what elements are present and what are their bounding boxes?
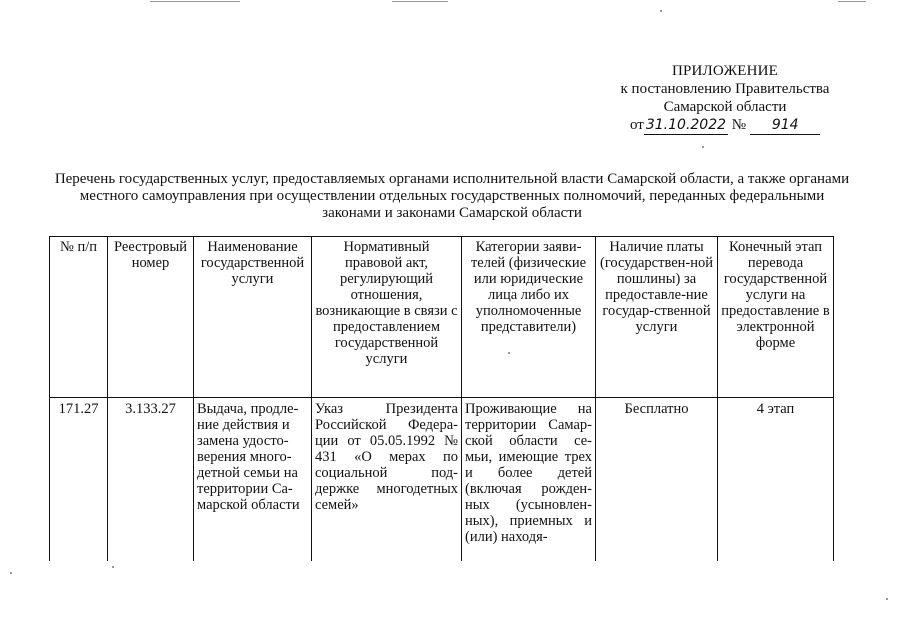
- cell-registry-number: 3.133.27: [108, 398, 194, 562]
- header-fee: Наличие платы (государствен-ной пошлины) за предоставле-ние государ-ственной услуги: [596, 237, 718, 398]
- appendix-heading: ПРИЛОЖЕНИЕ: [671, 63, 779, 79]
- appendix-block: [600, 62, 850, 135]
- header-number: № п/п: [50, 237, 108, 398]
- table-header-row: [50, 237, 834, 398]
- header-applicant-categories: Категории заяви-телей (физические или юридические лица либо их уполномоченные представители): [462, 237, 596, 398]
- appendix-line-1: к постановлению Правительства: [620, 81, 830, 97]
- cell-fee: Бесплатно: [596, 398, 718, 562]
- cell-service-name: Выдача, продле-ние действия и замена удосто-верения много-детной семьи на территории Са-марской области: [194, 398, 312, 562]
- cell-applicant-categories: Проживающие на территории Самар-ской области се-мьи, имеющие трех и более детей (включая рожден-ных (усыновлен-ных), приемных и (или) находя-: [462, 398, 596, 562]
- number-prefix: №: [731, 117, 747, 133]
- header-registry-number: Реестровый номер: [108, 237, 194, 398]
- cell-legal-act: Указ Президента Российской Федера-ции от 05.05.1992 № 431 «О мерах по социальной под-держке многодетных семей»: [312, 398, 462, 562]
- number-value: 914: [750, 116, 820, 135]
- date-value: 31.10.2022: [645, 117, 727, 133]
- document-title: Перечень государственных услуг, предоставляемых органами исполнительной власти Самарской области, а также органами местного самоуправления при осуществлении отдельных государственных полномочий, переданных федеральными законами и законами Самарской области: [54, 171, 850, 221]
- services-table: [49, 236, 834, 561]
- cell-number: 171.27: [50, 398, 108, 562]
- date-prefix: от: [630, 117, 644, 133]
- appendix-line-2: Самарской области: [663, 99, 787, 115]
- cell-final-stage: 4 этап: [718, 398, 834, 562]
- header-final-stage: Конечный этап перевода государственной услуги на предоставление в электронной форме: [718, 237, 834, 398]
- header-legal-act: Нормативный правовой акт, регулирующий отношения, возникающие в связи с предоставлением государственной услуги: [312, 237, 462, 398]
- scan-top-marks: [0, 0, 905, 6]
- table-row: [50, 398, 834, 562]
- appendix-date-number-line: [600, 116, 850, 135]
- header-service-name: Наименование государственной услуги: [194, 237, 312, 398]
